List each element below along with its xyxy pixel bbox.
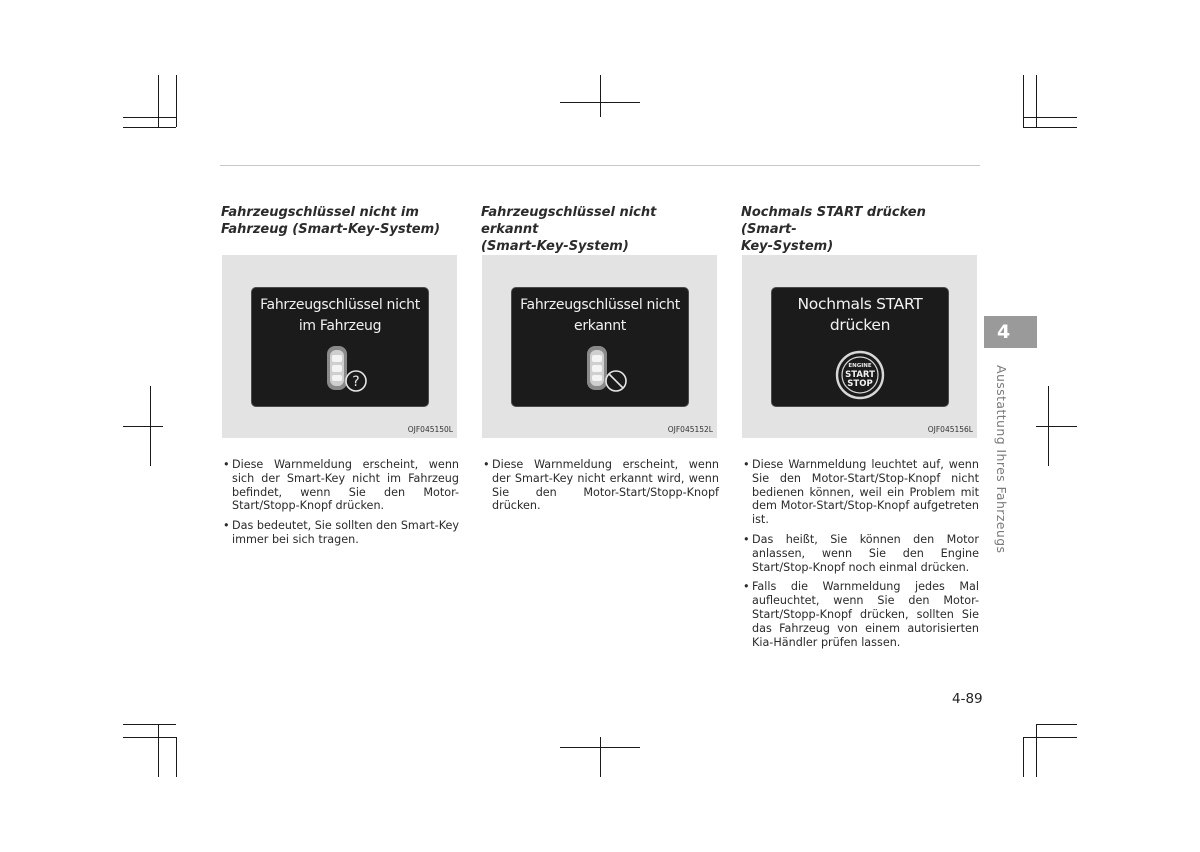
figure-code: OJF045150L bbox=[407, 425, 453, 434]
display-message: Nochmals START drücken bbox=[797, 295, 923, 334]
crop-mark bbox=[1036, 724, 1077, 725]
crop-mark bbox=[1036, 75, 1037, 127]
list-item: • Diese Warnmeldung erscheint, wenn der Smart-Key nicht erkannt wird, wenn Sie den Motor-Start/Stopp-Knopf drücken. bbox=[481, 458, 719, 513]
warning-figure bbox=[482, 255, 717, 438]
crop-mark bbox=[1023, 75, 1024, 127]
register-mark bbox=[560, 102, 640, 103]
crop-mark bbox=[158, 724, 159, 777]
crop-mark bbox=[1023, 737, 1077, 738]
figure-code: OJF045156L bbox=[927, 425, 973, 434]
section-heading: Nochmals START drücken (Smart- Key-System) bbox=[741, 205, 926, 254]
register-mark bbox=[1036, 426, 1077, 427]
cluster-display bbox=[511, 287, 689, 407]
list-item: • Falls die Warnmeldung jedes Mal aufleuchtet, wenn Sie den Motor-Start/Stopp-Knopf drücken, sollten Sie das Fahrzeug von einem autorisierten Kia-Händler prüfen lassen. bbox=[741, 580, 979, 649]
list-item: • Das heißt, Sie können den Motor anlassen, wenn Sie den Engine Start/Stop-Knopf noch einmal drücken. bbox=[741, 533, 979, 574]
register-mark bbox=[123, 426, 163, 427]
header-rule bbox=[220, 165, 980, 166]
crop-mark bbox=[158, 75, 159, 127]
crop-mark bbox=[1023, 737, 1024, 777]
warning-figure bbox=[742, 255, 977, 438]
crop-mark bbox=[1036, 724, 1037, 777]
list-item: • Das bedeutet, Sie sollten den Smart-Key immer bei sich tragen. bbox=[221, 519, 459, 547]
chapter-tab: 4 bbox=[984, 316, 1037, 348]
page-number: 4-89 bbox=[952, 691, 983, 707]
cluster-display bbox=[251, 287, 429, 407]
warning-figure bbox=[222, 255, 457, 438]
section-heading: Fahrzeugschlüssel nicht im Fahrzeug (Smart-Key-System) bbox=[221, 205, 441, 237]
bullet-list bbox=[741, 458, 979, 655]
button-stop-label: STOP bbox=[847, 379, 873, 389]
crop-mark bbox=[1023, 127, 1077, 128]
display-message: Fahrzeugschlüssel nicht erkannt bbox=[520, 297, 680, 334]
section-heading: Fahrzeugschlüssel nicht erkannt (Smart-Key-System) bbox=[481, 205, 657, 254]
section-key-not-detected bbox=[481, 204, 719, 513]
chapter-title: Ausstattung Ihres Fahrzeugs bbox=[994, 365, 1009, 554]
figure-code: OJF045152L bbox=[667, 425, 713, 434]
svg-text:?: ? bbox=[352, 374, 360, 390]
register-mark bbox=[600, 737, 601, 777]
button-engine-label: ENGINE bbox=[848, 363, 872, 369]
display-message: Fahrzeugschlüssel nicht im Fahrzeug bbox=[260, 297, 420, 334]
engine-start-stop-button-icon bbox=[835, 350, 885, 400]
bullet-list bbox=[221, 458, 459, 553]
crop-mark bbox=[176, 737, 177, 777]
register-mark bbox=[600, 75, 601, 117]
button-start-label: START bbox=[845, 370, 875, 380]
crop-mark bbox=[123, 737, 176, 738]
smart-key-prohibited-icon bbox=[583, 344, 629, 396]
crop-mark bbox=[123, 117, 176, 118]
bullet-list bbox=[481, 458, 719, 519]
crop-mark bbox=[123, 724, 176, 725]
list-item: • Diese Warnmeldung leuchtet auf, wenn Sie den Motor-Start/Stop-Knopf nicht bedienen können, weil ein Problem mit dem Motor-Start/Stop-Knopf aufgetreten ist. bbox=[741, 458, 979, 527]
list-item: • Diese Warnmeldung erscheint, wenn sich der Smart-Key nicht im Fahrzeug befindet, wenn Sie den Motor-Start/Stopp-Knopf drücken. bbox=[221, 458, 459, 513]
cluster-display bbox=[771, 287, 949, 407]
section-press-start-again bbox=[741, 204, 979, 649]
smart-key-question-icon bbox=[323, 344, 369, 396]
section-key-not-in-vehicle bbox=[221, 204, 459, 546]
register-mark bbox=[560, 747, 640, 748]
crop-mark bbox=[1023, 117, 1077, 118]
crop-mark bbox=[176, 75, 177, 127]
crop-mark bbox=[123, 127, 176, 128]
